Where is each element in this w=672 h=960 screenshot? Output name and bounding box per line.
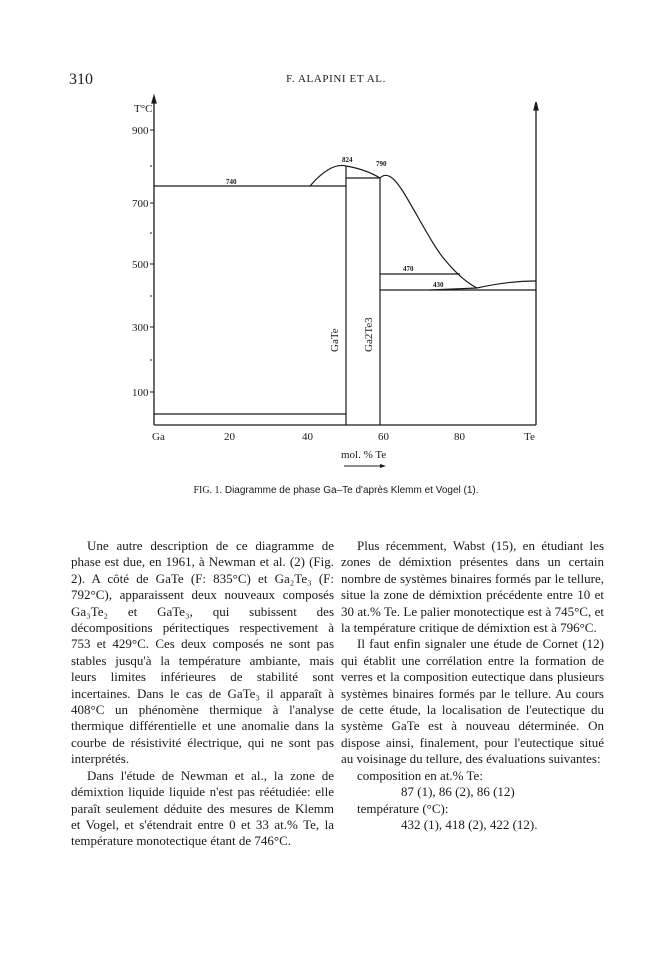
left-paragraph-1: Une autre description de ce diagramme de phase est due, en 1961, à Newman et al. (2) (Fig. 2). A côté de GaTe (F: 835°C) et Ga₂Te₃ (F: 792°C), apparaissent deux nouveaux composés Ga₃Te₂ et GaTe₃, qui subissent des décompositions péritectiques respectivement à 753 et 429°C. Ces deux composés ne sont pas stables jusqu'à la température ambiante, mais leurs limites inférieures de stabilité sont incertaines. Dans le cas de GaTe₃ il apparaît à 408°C un phénomène thermique à l'analyse thermique différentielle et une anomalie dans la courbe de résistivité électrique, qui ne sont pas interprétés. (71, 538, 334, 767)
y-axis-label: T°C (134, 103, 153, 115)
list-values-temperature: 432 (1), 418 (2), 422 (12). (401, 816, 538, 832)
right-paragraph-2: Il faut enfin signaler une étude de Cornet (12) qui établit une corrélation entre la formation de verres et la composition eutectique dans plusieurs systèmes binaires formés par le tellure. Au cours de cette étude, la localisation de l'eutectique du système GaTe est à nouveau déterminée. On dispose ainsi, finalement, pour l'eutectique situé au voisinage du tellure, des évaluations suivantes: (341, 636, 604, 767)
running-head: F. ALAPINI ET AL. (286, 73, 386, 85)
left-column (71, 538, 334, 850)
right-paragraph-1: Plus récemment, Wabst (15), en étudiant les zones de démixtion présentes dans un certain nombre de systèmes binaires formés par le tellure, situe la zone de démixtion précédente entre 10 et 30 at.% Te. Le palier monotectique est à 745°C, et la température critique de démixtion est à 796°C. (341, 538, 604, 636)
list-values-composition: 87 (1), 86 (2), 86 (12) (401, 784, 515, 800)
list-label-composition: composition en at.% Te: (357, 767, 483, 783)
y-tick-900: 900 (132, 125, 149, 137)
label-824: 824 (342, 156, 353, 164)
liquidus-te-end (477, 281, 536, 288)
x-tick-60: 60 (378, 431, 389, 443)
list-label-temperature: température (°C): (357, 800, 449, 816)
page-number: 310 (69, 71, 93, 88)
left-paragraph-2: Dans l'étude de Newman et al., la zone de démixtion liquide liquide n'est pas réétudiée: elle paraît seulement déduite des mesures de Klemm et Vogel, et s'étendrait entre 0 et 33 at.% Te, la température monotectique étant de 746°C. (71, 767, 334, 849)
y-tick-300: 300 (132, 322, 149, 334)
x-tick-20: 20 (224, 431, 235, 443)
label-470: 470 (403, 265, 414, 273)
y-tick-100: 100 (132, 387, 149, 399)
x-axis-label: mol. % Te (341, 449, 387, 461)
caption-prefix: FIG. 1. (193, 485, 223, 496)
x-tick-40: 40 (302, 431, 313, 443)
label-gate: GaTe (329, 328, 341, 352)
figure-caption (0, 485, 672, 496)
label-430: 430 (433, 281, 444, 289)
miscibility-dome (310, 165, 380, 186)
liquidus-te-side (380, 175, 477, 288)
y-tick-700: 700 (132, 198, 149, 210)
label-790: 790 (376, 160, 387, 168)
label-ga2te3: Ga2Te3 (363, 317, 375, 352)
x-tick-80: 80 (454, 431, 465, 443)
label-740: 740 (226, 178, 237, 186)
caption-text: Diagramme de phase Ga–Te d'après Klemm et Vogel (1). (224, 485, 479, 496)
right-column (341, 538, 604, 833)
x-tick-te: Te (524, 431, 535, 443)
y-tick-500: 500 (132, 259, 149, 271)
x-tick-ga: Ga (152, 431, 165, 443)
